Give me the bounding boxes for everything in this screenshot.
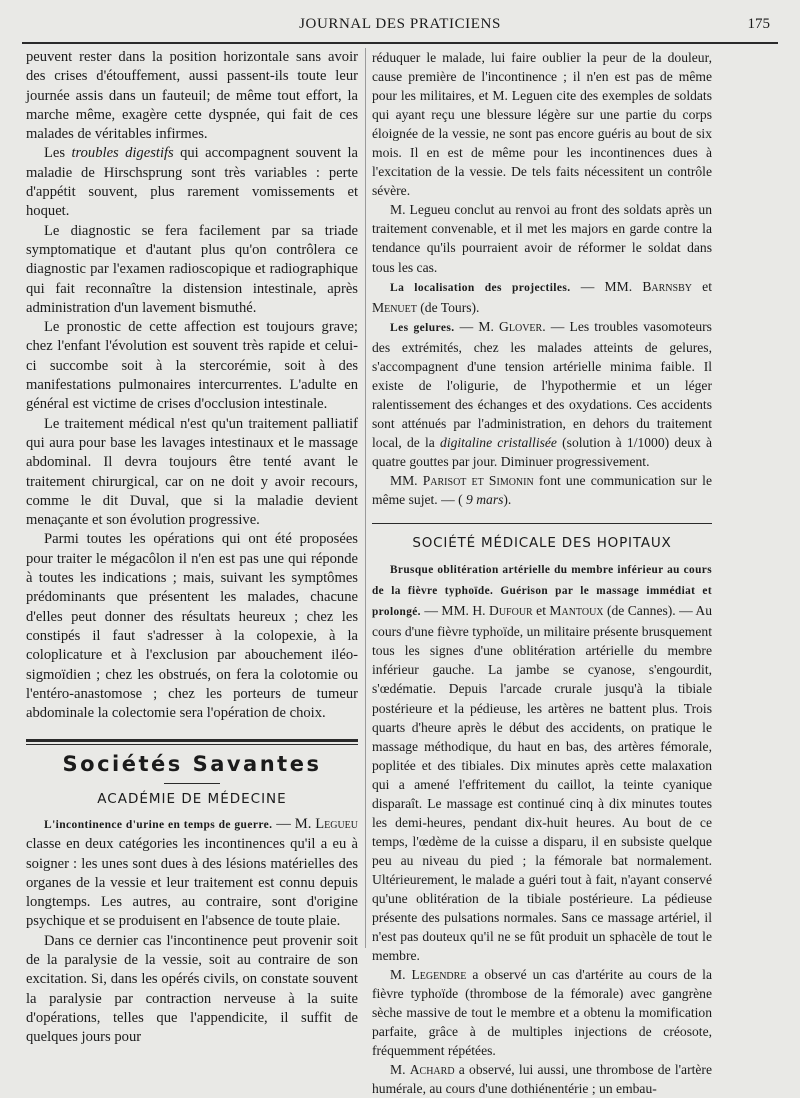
text-run: font une communication sur le même sujet. — ( xyxy=(372,473,712,508)
author-name: Mantoux xyxy=(549,603,604,619)
author-name: Parisot et Simonin xyxy=(422,473,534,489)
section-rule xyxy=(372,523,712,524)
author-name: Glover xyxy=(499,318,543,334)
column-divider xyxy=(365,48,366,948)
title-underline xyxy=(164,783,220,784)
article-oblitération xyxy=(372,559,712,965)
page-header xyxy=(22,14,778,44)
right-paragraph-2: M. Legueu conclut au renvoi au front des soldats après un traitement convenable, et il met les majors en garde contre la tendance qu'ils pourraient avoir de réformer le soldat dans tous les cas. xyxy=(372,202,712,275)
author-name: Achard xyxy=(409,1062,455,1078)
text-run: (de Tours). xyxy=(416,299,480,315)
right-paragraph-communication xyxy=(372,471,712,509)
italic-term: digitaline cristallisée xyxy=(440,434,557,450)
text-run: . — Les troubles vasomoteurs des extrémités, chez les malades atteints de gelures, s'accompagnent d'une tension artérielle minima faible. Il existe de l'oligurie, de l'hypothermie et un léger ralentissement des échanges et des oxydations. Ces accidents sont atténués par l'administration, en dehors du traitement local, de la xyxy=(372,318,712,450)
left-paragraph-5: Le traitement médical n'est qu'un traitement palliatif qui aura pour base les lavages intestinaux et le massage abdominal. Il devra toujours être tenté avant le traitement chirurgical, car on ne doit y avoir recours, comme le dit Duval, que si la maladie devient menaçante et son évolution progressive. xyxy=(26,415,358,529)
article-heading: La localisation des projectiles. xyxy=(390,281,571,294)
left-column xyxy=(26,48,358,1048)
left-paragraph-3: Le diagnostic se fera facilement par sa triade symptomatique et d'autant plus qu'on contrôlera ce diagnostic par l'examen radioscopique et radiographique qui fait reconnaître la distension intestinale, après administration d'un lavement bismuthé. xyxy=(26,222,358,316)
right-paragraph-1: réduquer le malade, lui faire oublier la peur de la douleur, cause première de l'incontinence ; il n'en est pas de même pour les militaires, et M. Leguen cite des exemples de soldats qui ayant reçu une blessure légère sur une partie du corps éloignée de la vessie, ne sont pas encore guéris au bout de six mois. Il en est de même pour les incontinences dues à l'excitation de la vessie. De tels faits nécessitent un contrôle sévère. xyxy=(372,50,712,199)
text-run: et xyxy=(532,603,550,619)
text-run: Les xyxy=(44,145,72,162)
header-rule xyxy=(22,42,778,44)
text-run: qui accompagnent souvent la maladie de Hirschsprung sont très variables : perte d'appétit souvent, plus rarement vomissements et hoquet. xyxy=(26,145,358,220)
author-name: Barnsby xyxy=(642,278,692,294)
text-run: — M. xyxy=(272,815,316,832)
italic-term: troubles digestifs xyxy=(71,145,174,162)
page-number: 175 xyxy=(747,16,770,32)
article-gelures xyxy=(372,317,712,471)
text-run: classe en deux catégories les incontinences qu'il a eu à soigner : les unes sont dues à des lésions matérielles des organes de la vessie et leur traitement est connu depuis longtemps. Les autres, au contraire, sont d'origine psychique et se produisent en l'absence de toute plaie. xyxy=(26,836,358,930)
text-run: — MM. xyxy=(570,278,643,294)
text-run: — M. xyxy=(454,318,500,334)
article-incontinence xyxy=(26,815,358,932)
left-paragraph-2 xyxy=(26,144,358,221)
right-column xyxy=(372,48,712,1098)
left-paragraph-6: Parmi toutes les opérations qui ont été proposées pour traiter le mégacôlon il n'en est pas une qui réponde à toutes les indications ; mais, suivant les symptômes prédominants que présentent les malades, chacune d'elles peut donner des résultats heureux ; chez les constipés il faut s'adresser à la colopexie, à la coloplicature et à l'exclusion par abouchement iléo-sigmoïdien ; chez les obstrués, on fera la colotomie ou l'entéro-anastomose ; chez les porteurs de tumeur abdominale la colectomie sera l'opération de choix. xyxy=(26,531,358,722)
left-paragraph-1: peuvent rester dans la position horizontale sans avoir des crises d'étouffement, aussi passent-ils toute leur journée assis dans un fauteuil; de même tout effort, la marche même, exagère cette dyspnée, qui fait de ces malades de véritables infirmes. xyxy=(26,49,358,143)
section-rule xyxy=(26,739,358,742)
text-run: MM. xyxy=(390,473,423,489)
running-title: JOURNAL DES PRATICIENS xyxy=(299,16,501,32)
text-run: a observé un cas d'artérite au cours de la fièvre typhoïde (thrombose de la fémorale) avec gangrène sèche massive de tout le membre et a obtenu la momification parfaite, grâce à de multiples injections de créosote, fréquemment répétées. xyxy=(372,967,712,1059)
left-paragraph-last: Dans ce dernier cas l'incontinence peut provenir soit de la paralysie de la vessie, soit au contraire de son excitation. Si, dans les opérés civils, on constate souvent la paralysie par contraction nerveuse à la suite d'opérations, telles que l'appendicite, il suffit de quelques jours pour xyxy=(26,932,358,1046)
subsection-title: SOCIÉTÉ MÉDICALE DES HOPITAUX xyxy=(412,535,672,552)
text-run: ). xyxy=(503,492,512,508)
left-paragraph-4: Le pronostic de cette affection est toujours grave; chez l'enfant l'évolution est souvent très rapide et celui-ci succombe soit à la stercorémie, soit à des manifestations pulmonaires intercurrentes. L'adulte en général est victime de crises d'occlusion intestinale. xyxy=(26,319,358,413)
subsection-title: ACADÉMIE DE MÉDECINE xyxy=(97,790,287,807)
article-heading: Brusque oblitération artérielle du membre inférieur au cours de la fièvre typhoïde. Guérison par le massage immédiat et prolongé. xyxy=(372,564,712,619)
text-run: — MM. H. xyxy=(420,603,490,619)
section-title: Sociétés Savantes xyxy=(62,752,322,777)
date-text: 9 mars xyxy=(466,492,504,508)
text-run: M. xyxy=(390,1062,410,1078)
article-heading: L'incontinence d'urine en temps de guerre. xyxy=(44,818,273,831)
text-run: (solution à 1/1000) deux à quatre gouttes par jour. Diminuer progressivement. xyxy=(372,434,713,469)
text-run: (de Cannes). — Au cours d'une fièvre typhoïde, un militaire présente brusquement tous les signes d'une oblitération artérielle du membre inférieur gauche. La jambe se cyanose, s'engourdit, s'œdématie. Depuis l'arcade crurale jusqu'à la tibiale postérieure et la pédieuse, les artères ne battent plus. Trois quarts d'heure après le début des accidents, on pratique le massage méthodique, du haut en bas, des artères fémorale, poplitée et des tibiales. Dix minutes après cette malaxation qui a amené l'effritement du caillot, la teinte cyanique disparaît. Le massage est continué cinq à dix minutes toutes les demi-heures, pendant dix-huit heures. Au bout de ce temps, l'œdème de la cuisse a disparu, il en subsiste quelque peu au niveau du pied ; la fémorale bat normalement. Ultérieurement, le malade a guéri tout à fait, n'ayant conservé qu'une oblitération de la tibiale postérieure. La pédieuse présente des pulsations normales. Sans ce massage artériel, il n'est pas douteux qu'il ne se fût produit un sphacèle de tout le membre. xyxy=(372,603,713,964)
article-heading: Les gelures. xyxy=(390,321,455,334)
author-name: Legendre xyxy=(411,967,467,983)
right-paragraph-legendre xyxy=(372,965,712,1060)
text-run: et xyxy=(691,278,712,294)
text-run: a observé, lui aussi, une thrombose de l'artère humérale, au cours d'une dothiénentérie ; un embau- xyxy=(372,1062,712,1097)
author-name: Legueu xyxy=(315,815,358,832)
author-name: Menuet xyxy=(372,299,417,315)
right-paragraph-achard xyxy=(372,1060,712,1098)
section-rule-thin xyxy=(26,744,358,745)
article-projectiles xyxy=(372,277,712,317)
author-name: Dufour xyxy=(489,603,533,619)
text-run: M. xyxy=(390,967,412,983)
